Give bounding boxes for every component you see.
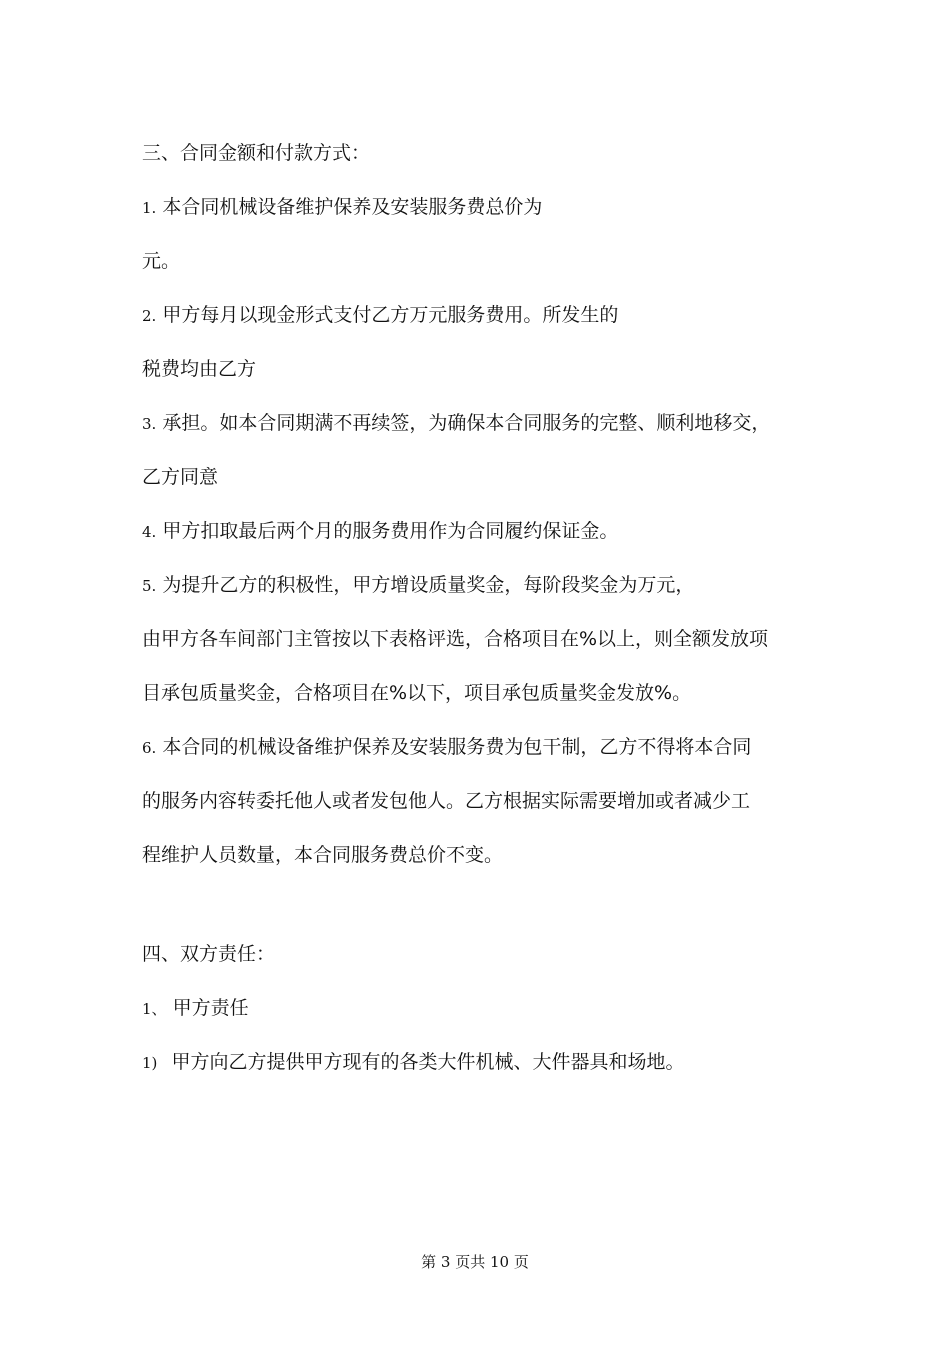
section4-point-1 xyxy=(142,1050,684,1075)
page-footer xyxy=(0,1252,950,1272)
section3-item-1-continued xyxy=(142,249,180,273)
item-text: 甲方扣取最后两个月的服务费用作为合同履约保证金。 xyxy=(162,520,619,542)
item-text: 目承包质量奖金，合格项目在%以下，项目承包质量奖金发放%。 xyxy=(142,682,692,704)
item-text: 程维护人员数量，本合同服务费总价不变。 xyxy=(142,844,504,866)
section3-item-3-continued xyxy=(142,465,218,489)
section3-item-3 xyxy=(142,411,770,436)
item-text: 为提升乙方的积极性，甲方增设质量奖金，每阶段奖金为万元， xyxy=(162,574,695,596)
item-number: 3. xyxy=(142,415,157,433)
section4-subheading-1 xyxy=(142,996,249,1021)
item-text: 乙方同意 xyxy=(142,466,219,488)
point-text: 甲方向乙方提供甲方现有的各类大件机械、大件器具和场地。 xyxy=(171,1051,685,1073)
section3-item-4 xyxy=(142,519,618,544)
item-number: 1. xyxy=(142,199,157,217)
item-text: 承担。如本合同期满不再续签，为确保本合同服务的完整、顺利地移交， xyxy=(162,412,771,434)
section3-item-5-continued-2 xyxy=(142,681,691,705)
section3-item-6-continued-1 xyxy=(142,789,750,813)
section3-item-1 xyxy=(142,195,542,220)
page-number-label: 第 3 页共 10 页 xyxy=(421,1253,529,1271)
section3-item-2 xyxy=(142,303,618,328)
section3-heading-text: 三、合同金额和付款方式： xyxy=(142,142,371,164)
section3-heading xyxy=(142,141,370,165)
section4-heading xyxy=(142,942,275,966)
item-number: 6. xyxy=(142,739,157,757)
item-text: 本合同机械设备维护保养及安装服务费总价为 xyxy=(162,196,543,218)
section3-item-6 xyxy=(142,735,751,760)
section3-item-5 xyxy=(142,573,694,598)
sub-number: 1、 xyxy=(142,1000,167,1018)
item-number: 5. xyxy=(142,577,157,595)
sub-text: 甲方责任 xyxy=(172,997,249,1019)
section3-item-5-continued-1 xyxy=(142,627,768,651)
item-number: 2. xyxy=(142,307,157,325)
point-number: 1) xyxy=(142,1054,158,1072)
item-text: 税费均由乙方 xyxy=(142,358,257,380)
item-number: 4. xyxy=(142,523,157,541)
item-text: 由甲方各车间部门主管按以下表格评选，合格项目在%以上，则全额发放项 xyxy=(142,628,769,650)
item-text: 元。 xyxy=(142,250,181,272)
item-text: 本合同的机械设备维护保养及安装服务费为包干制，乙方不得将本合同 xyxy=(162,736,752,758)
section3-item-6-continued-2 xyxy=(142,843,503,867)
section4-heading-text: 四、双方责任： xyxy=(142,943,276,965)
item-text: 甲方每月以现金形式支付乙方万元服务费用。所发生的 xyxy=(162,304,619,326)
section3-item-2-continued xyxy=(142,357,256,381)
item-text: 的服务内容转委托他人或者发包他人。乙方根据实际需要增加或者减少工 xyxy=(142,790,751,812)
